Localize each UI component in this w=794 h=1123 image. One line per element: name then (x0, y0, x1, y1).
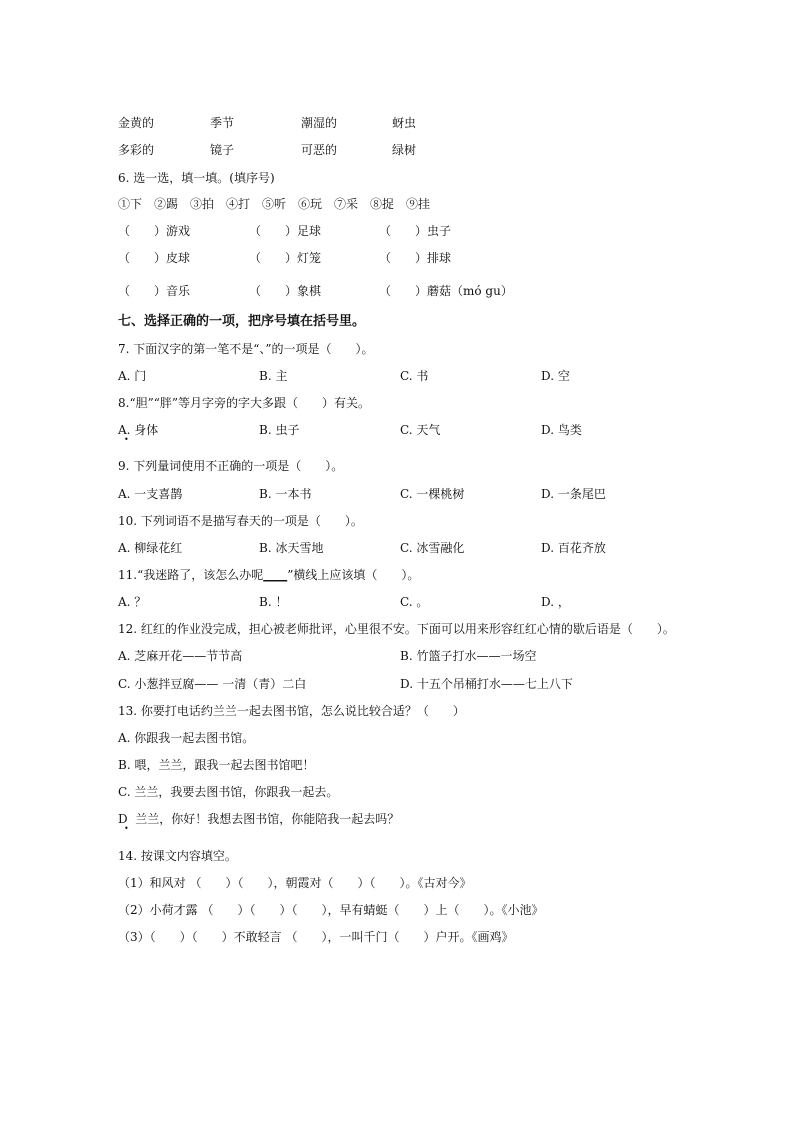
question-6-row-1 (118, 223, 678, 239)
fill-item: （ ）灯笼 (249, 251, 322, 265)
question-11-stem (118, 567, 419, 583)
question-6-options: ①下 ②踢 ③拍 ④打 ⑤听 ⑥玩 ⑦采 ⑧捉 ⑨挂 (118, 197, 431, 211)
word: 金黄的 (118, 116, 155, 130)
option-d: D. 百花齐放 (541, 541, 606, 555)
question-10-options (118, 540, 678, 556)
option-a: A. ？ (118, 595, 147, 609)
question-9-stem: 9. 下列量词使用不正确的一项是（ ）。 (118, 459, 344, 473)
option-c: C. 小葱拌豆腐—— 一清（青）二白 (118, 677, 307, 691)
word: 季节 (210, 116, 235, 130)
question-13-stem: 13. 你要打电话约兰兰一起去图书馆，怎么说比较合适？（ ） (118, 704, 465, 718)
question-8-stem: 8.“胆”“胖”等月字旁的字大多跟（ ）有关。 (118, 396, 370, 410)
option-b: B. 竹篮子打水——一场空 (400, 649, 537, 663)
word: 潮湿的 (301, 116, 338, 130)
fill-item: （ ）皮球 (118, 251, 191, 265)
question-10-stem: 10. 下列词语不是描写春天的一项是（ ）。 (118, 514, 363, 528)
option-c: C. 一棵桃树 (400, 487, 465, 501)
option-a: A. 身体 (118, 423, 159, 437)
question-12-options-row-1 (118, 648, 678, 664)
option-c: C. 冰雪融化 (400, 541, 465, 555)
word: 多彩的 (118, 143, 155, 157)
question-7-options (118, 368, 678, 384)
option-b: B. 虫子 (259, 423, 300, 437)
stem-part: 11.“我迷路了，该怎么办呢 (118, 568, 264, 582)
fill-line-1: （1）和风对 （ ）（ ），朝霞对（ ）（ ）。《古对今》 (118, 876, 472, 890)
fill-item: （ ）足球 (249, 224, 322, 238)
word: 可恶的 (301, 143, 338, 157)
option-c: C. 。 (400, 595, 429, 609)
option-b: B. ！ (259, 595, 288, 609)
answer-blank: ____ (263, 568, 288, 582)
question-7-stem: 7. 下面汉字的第一笔不是“、”的一项是（ ）。 (118, 342, 374, 356)
fill-line-3: （3）（ ）（ ）不敢轻言 （ ），一叫千门（ ）户开。《画鸡》 (118, 930, 514, 944)
option-a: A. 一支喜鹊 (118, 487, 183, 501)
option-d: D. 十五个吊桶打水——七上八下 (400, 677, 573, 691)
fill-item: （ ）蘑菇（mó gu） (379, 284, 513, 298)
question-9-options (118, 486, 678, 502)
question-6-row-2 (118, 250, 678, 266)
option-b: B. 喂，兰兰，跟我一起去图书馆吧！ (118, 758, 315, 772)
option-a: A. 芝麻开花——节节高 (118, 649, 243, 663)
word: 镜子 (210, 143, 235, 157)
question-12-options-row-2 (118, 676, 678, 692)
question-11-options (118, 594, 678, 610)
section-heading: 七、选择正确的一项，把序号填在括号里。 (118, 314, 366, 329)
option-d: D. 空 (541, 369, 570, 383)
fill-item: （ ）排球 (379, 251, 452, 265)
stem-part: ”横线上应该填（ ）。 (287, 568, 420, 582)
option-d: D. 一条尾巴 (541, 487, 606, 501)
question-6-row-3 (118, 283, 678, 299)
fill-item: （ ）虫子 (379, 224, 452, 238)
option-c: C. 天气 (400, 423, 441, 437)
word: 蚜虫 (392, 116, 417, 130)
option-b: B. 一本书 (259, 487, 312, 501)
emphasis-dot: • (124, 435, 129, 444)
option-d: D 兰兰，你好！我想去图书馆，你能陪我一起去吗？ (118, 812, 400, 826)
word: 绿树 (392, 143, 417, 157)
option-d: D. 鸟类 (541, 423, 582, 437)
question-8-options (118, 422, 678, 438)
question-6-stem: 6. 选一选，填一填。(填序号) (118, 171, 275, 185)
question-14-stem: 14. 按课文内容填空。 (118, 849, 237, 863)
fill-item: （ ）游戏 (118, 224, 191, 238)
option-b: B. 主 (259, 369, 288, 383)
option-c: C. 书 (400, 369, 429, 383)
emphasis-dot: • (124, 824, 129, 833)
option-a: A. 你跟我一起去图书馆。 (118, 731, 255, 745)
word-row-2 (118, 142, 618, 158)
option-c: C. 兰兰，我要去图书馆，你跟我一起去。 (118, 785, 339, 799)
option-b: B. 冰天雪地 (259, 541, 324, 555)
question-12-stem: 12. 红红的作业没完成，担心被老师批评，心里很不安。下面可以用来形容红红心情的歇后语是（ ）。 (118, 622, 675, 636)
fill-item: （ ）象棋 (249, 284, 322, 298)
fill-line-2: （2）小荷才露 （ ）（ ）（ ），早有蜻蜓（ ）上（ ）。《小池》 (118, 903, 544, 917)
option-a: A. 门 (118, 369, 147, 383)
option-d: D. ， (541, 595, 570, 609)
fill-item: （ ）音乐 (118, 284, 191, 298)
option-a: A. 柳绿花红 (118, 541, 183, 555)
word-row-1 (118, 115, 618, 131)
